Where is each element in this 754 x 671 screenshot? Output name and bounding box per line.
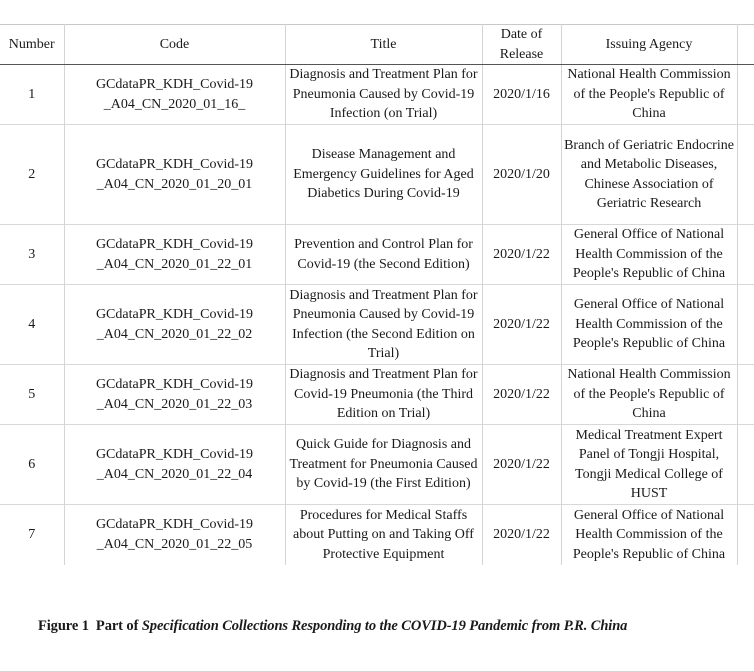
table-row (0, 425, 754, 505)
cell-empty (737, 65, 754, 125)
cell-date: 2020/1/22 (482, 365, 561, 425)
cell-empty (737, 365, 754, 425)
cell-code: GCdataPR_KDH_Covid-19 _A04_CN_2020_01_22_05 (64, 505, 285, 565)
table-row (0, 225, 754, 285)
header-number: Number (0, 25, 64, 65)
header-date: Date of Release (482, 25, 561, 65)
cell-agency: National Health Commission of the People's Republic of China (561, 65, 737, 125)
cell-date: 2020/1/22 (482, 285, 561, 365)
cell-title: Quick Guide for Diagnosis and Treatment for Pneumonia Caused by Covid-19 (the First Edition) (285, 425, 482, 505)
figure-caption (38, 618, 627, 635)
cell-code: GCdataPR_KDH_Covid-19 _A04_CN_2020_01_20_01 (64, 125, 285, 225)
cell-number: 4 (28, 316, 36, 332)
cell-number: 2 (28, 166, 36, 182)
cell-code: GCdataPR_KDH_Covid-19 _A04_CN_2020_01_22_02 (64, 285, 285, 365)
cell-agency: General Office of National Health Commission of the People's Republic of China (561, 285, 737, 365)
cell-date: 2020/1/22 (482, 425, 561, 505)
cell-agency: Medical Treatment Expert Panel of Tongji Hospital, Tongji Medical College of HUST (561, 425, 737, 505)
cell-date: 2020/1/20 (482, 125, 561, 225)
cell-number: 6 (28, 456, 36, 472)
cell-title: Procedures for Medical Staffs about Putting on and Taking Off Protective Equipment (285, 505, 482, 565)
cell-title: Diagnosis and Treatment Plan for Covid-19 Pneumonia (the Third Edition on Trial) (285, 365, 482, 425)
cell-code: GCdataPR_KDH_Covid-19 _A04_CN_2020_01_22_03 (64, 365, 285, 425)
table-header-row (0, 25, 754, 65)
cell-agency: General Office of National Health Commission of the People's Republic of China (561, 225, 737, 285)
cell-empty (737, 125, 754, 225)
cell-code: GCdataPR_KDH_Covid-19 _A04_CN_2020_01_22_01 (64, 225, 285, 285)
table-row (0, 285, 754, 365)
cell-empty (737, 505, 754, 565)
header-empty (737, 25, 754, 65)
table-row (0, 505, 754, 565)
cell-date: 2020/1/16 (482, 65, 561, 125)
specification-table (0, 24, 754, 565)
table-row (0, 365, 754, 425)
cell-code: GCdataPR_KDH_Covid-19 _A04_CN_2020_01_16_ (64, 65, 285, 125)
header-code: Code (64, 25, 285, 65)
cell-number: 1 (28, 86, 36, 102)
cell-agency: Branch of Geriatric Endocrine and Metabolic Diseases, Chinese Association of Geriatric Research (561, 125, 737, 225)
cell-title: Diagnosis and Treatment Plan for Pneumonia Caused by Covid-19 Infection (on Trial) (285, 65, 482, 125)
caption-italic-title: Specification Collections Responding to the COVID-19 Pandemic from P.R. China (141, 618, 628, 634)
cell-title: Diagnosis and Treatment Plan for Pneumonia Caused by Covid-19 Infection (the Second Edition on Trial) (285, 285, 482, 365)
cell-date: 2020/1/22 (482, 505, 561, 565)
cell-empty (737, 425, 754, 505)
cell-agency: General Office of National Health Commission of the People's Republic of China (561, 505, 737, 565)
cell-agency: National Health Commission of the People's Republic of China (561, 365, 737, 425)
cell-number: 3 (28, 246, 36, 262)
cell-code: GCdataPR_KDH_Covid-19 _A04_CN_2020_01_22_04 (64, 425, 285, 505)
cell-number: 5 (28, 386, 36, 402)
cell-number: 7 (28, 527, 36, 542)
cell-empty (737, 285, 754, 365)
cell-title: Prevention and Control Plan for Covid-19 (the Second Edition) (285, 225, 482, 285)
header-title: Title (285, 25, 482, 65)
cell-date: 2020/1/22 (482, 225, 561, 285)
header-agency: Issuing Agency (561, 25, 737, 65)
cell-empty (737, 225, 754, 285)
table-row (0, 125, 754, 225)
cell-title: Disease Management and Emergency Guidelines for Aged Diabetics During Covid-19 (285, 125, 482, 225)
caption-label: Figure 1 Part of (38, 618, 142, 634)
table-row (0, 65, 754, 125)
